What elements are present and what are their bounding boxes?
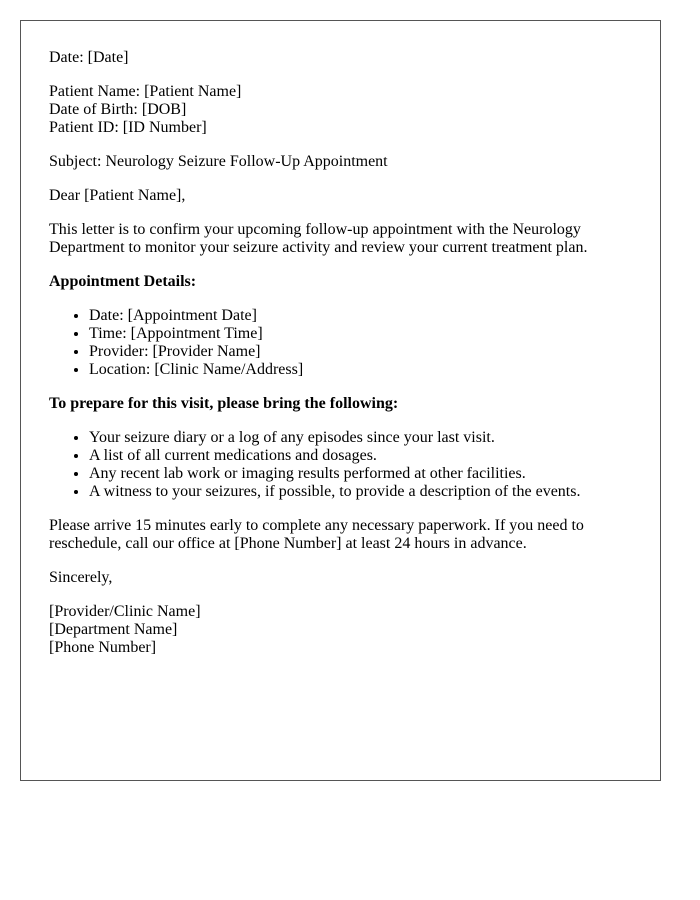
signature-department: [Department Name]: [49, 621, 178, 638]
list-item: • Date: [Appointment Date]: [89, 307, 632, 325]
patient-name: Patient Name: [Patient Name]: [49, 83, 242, 100]
appointment-heading: Appointment Details:: [49, 273, 197, 290]
signature-clinic: [Provider/Clinic Name]: [49, 603, 201, 620]
list-item: • Provider: [Provider Name]: [89, 343, 632, 361]
signature-block: [49, 603, 632, 657]
list-item: • A list of all current medications and dosages.: [89, 447, 632, 465]
list-item: • Location: [Clinic Name/Address]: [89, 361, 632, 379]
intro-paragraph: This letter is to confirm your upcoming follow-up appointment with the Neurology Department to monitor your seizure activity and review your current treatment plan.: [49, 221, 588, 256]
signoff: Sincerely,: [49, 569, 113, 586]
patient-info: [49, 83, 632, 137]
patient-dob: Date of Birth: [DOB]: [49, 101, 187, 118]
prepare-heading: To prepare for this visit, please bring the following:: [49, 395, 399, 412]
appointment-details-list: [49, 307, 632, 379]
closing-note: Please arrive 15 minutes early to complete any necessary paperwork. If you need to reschedule, call our office at [Phone Number] at least 24 hours in advance.: [49, 517, 584, 552]
list-item: • A witness to your seizures, if possible, to provide a description of the events.: [89, 483, 632, 501]
list-item: • Time: [Appointment Time]: [89, 325, 632, 343]
letter: [20, 20, 661, 781]
list-item: • Any recent lab work or imaging results performed at other facilities.: [89, 465, 632, 483]
list-item: • Your seizure diary or a log of any episodes since your last visit.: [89, 429, 632, 447]
salutation: Dear [Patient Name],: [49, 187, 186, 204]
date-line: Date: [Date]: [49, 49, 129, 66]
prepare-list: [49, 429, 632, 501]
signature-phone: [Phone Number]: [49, 639, 157, 656]
subject-line: Subject: Neurology Seizure Follow-Up Appointment: [49, 153, 388, 170]
patient-id: Patient ID: [ID Number]: [49, 119, 207, 136]
